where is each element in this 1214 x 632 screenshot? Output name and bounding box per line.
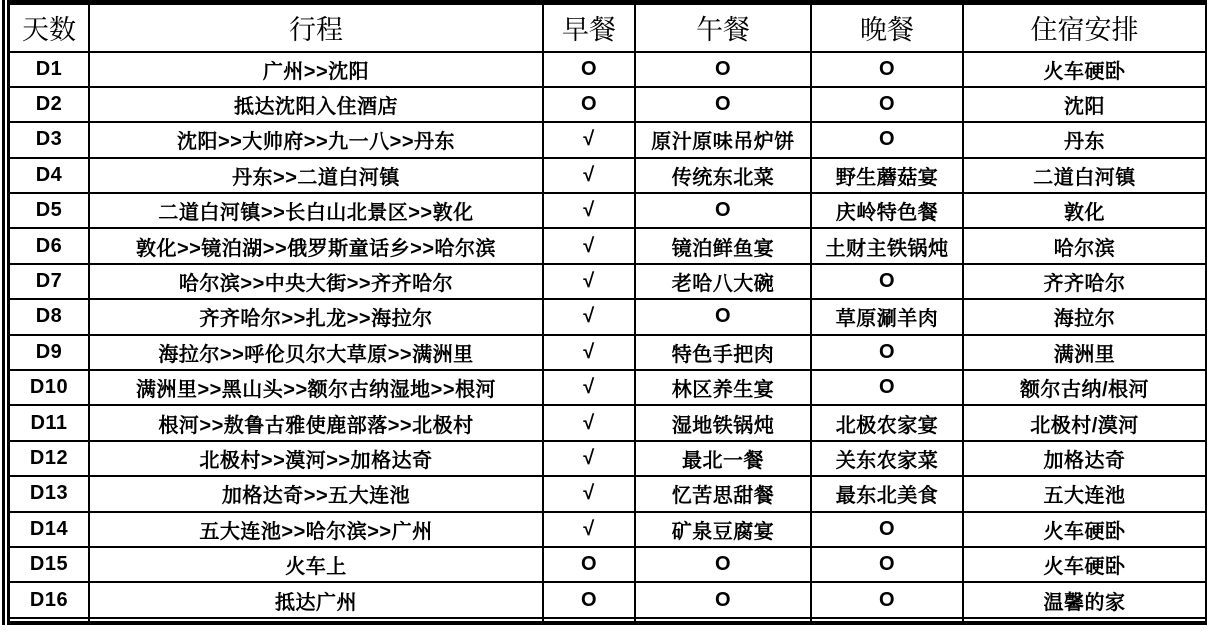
table-header-row — [6, 3, 1206, 52]
cell-dinner: 关东农家菜 — [811, 441, 963, 476]
cell-itinerary: 广州>>沈阳 — [89, 52, 543, 87]
cell-lodging: 齐齐哈尔 — [963, 264, 1206, 299]
cell-lunch: 最北一餐 — [635, 441, 811, 476]
cell-itinerary: 五大连池>>哈尔滨>>广州 — [89, 512, 543, 547]
cell-itinerary: 抵达广州 — [89, 582, 543, 617]
cell-lunch: O — [635, 87, 811, 122]
table-row — [6, 193, 1206, 228]
table-row — [6, 122, 1206, 157]
cell-lunch: 林区养生宴 — [635, 370, 811, 405]
cell-day: D13 — [6, 476, 89, 511]
itinerary-table-body — [6, 52, 1206, 618]
cell-day: D9 — [6, 335, 89, 370]
cell-lodging: 加格达奇 — [963, 441, 1206, 476]
cell-lodging: 丹东 — [963, 122, 1206, 157]
cell-lodging: 沈阳 — [963, 87, 1206, 122]
header-cell-dinner: 晚餐 — [811, 3, 963, 52]
cell-breakfast: √ — [543, 405, 635, 440]
table-row — [6, 476, 1206, 511]
cell-dinner: O — [811, 52, 963, 87]
cell-breakfast: O — [543, 87, 635, 122]
cell-day: D2 — [6, 87, 89, 122]
cell-dinner: 北极农家宴 — [811, 405, 963, 440]
cell-lodging: 满洲里 — [963, 335, 1206, 370]
cell-empty — [543, 618, 635, 623]
cell-lodging: 哈尔滨 — [963, 228, 1206, 263]
cell-day: D14 — [6, 512, 89, 547]
cell-day: D15 — [6, 547, 89, 582]
cell-dinner: 最东北美食 — [811, 476, 963, 511]
cell-itinerary: 丹东>>二道白河镇 — [89, 158, 543, 193]
cell-breakfast: √ — [543, 370, 635, 405]
cell-dinner: O — [811, 582, 963, 617]
table-row — [6, 52, 1206, 87]
cell-day: D7 — [6, 264, 89, 299]
cell-dinner: 野生蘑菇宴 — [811, 158, 963, 193]
cell-dinner: O — [811, 335, 963, 370]
table-row — [6, 405, 1206, 440]
cell-dinner: 庆岭特色餐 — [811, 193, 963, 228]
cell-breakfast: √ — [543, 193, 635, 228]
partial-cutoff-row — [6, 618, 1206, 623]
table-row — [6, 158, 1206, 193]
cell-dinner: 草原涮羊肉 — [811, 299, 963, 334]
cell-day: D4 — [6, 158, 89, 193]
cell-day: D3 — [6, 122, 89, 157]
itinerary-table — [2, 0, 1207, 625]
cell-lunch: O — [635, 547, 811, 582]
cell-day: D10 — [6, 370, 89, 405]
table-row — [6, 299, 1206, 334]
header-cell-breakfast: 早餐 — [543, 3, 635, 52]
cell-empty — [963, 618, 1206, 623]
table-row — [6, 335, 1206, 370]
cell-lodging: 火车硬卧 — [963, 52, 1206, 87]
header-cell-itinerary: 行程 — [89, 3, 543, 52]
cell-day: D16 — [6, 582, 89, 617]
cell-lodging: 敦化 — [963, 193, 1206, 228]
cell-day: D12 — [6, 441, 89, 476]
cell-itinerary: 根河>>敖鲁古雅使鹿部落>>北极村 — [89, 405, 543, 440]
cell-itinerary: 加格达奇>>五大连池 — [89, 476, 543, 511]
header-cell-lunch: 午餐 — [635, 3, 811, 52]
table-row — [6, 582, 1206, 617]
cell-itinerary: 哈尔滨>>中央大街>>齐齐哈尔 — [89, 264, 543, 299]
cell-lodging: 海拉尔 — [963, 299, 1206, 334]
cell-dinner: O — [811, 547, 963, 582]
table-row — [6, 264, 1206, 299]
cell-lodging: 额尔古纳/根河 — [963, 370, 1206, 405]
header-cell-days: 天数 — [6, 3, 89, 52]
cell-lodging: 火车硬卧 — [963, 512, 1206, 547]
table-row — [6, 228, 1206, 263]
cell-day: D8 — [6, 299, 89, 334]
cell-breakfast: √ — [543, 264, 635, 299]
cell-breakfast: √ — [543, 512, 635, 547]
cell-lunch: 老哈八大碗 — [635, 264, 811, 299]
cell-itinerary: 敦化>>镜泊湖>>俄罗斯童话乡>>哈尔滨 — [89, 228, 543, 263]
cell-itinerary: 北极村>>漠河>>加格达奇 — [89, 441, 543, 476]
cell-dinner: O — [811, 87, 963, 122]
table-row — [6, 370, 1206, 405]
cell-itinerary: 沈阳>>大帅府>>九一八>>丹东 — [89, 122, 543, 157]
cell-lunch: O — [635, 582, 811, 617]
cell-breakfast: √ — [543, 476, 635, 511]
cell-day: D5 — [6, 193, 89, 228]
cell-itinerary: 齐齐哈尔>>扎龙>>海拉尔 — [89, 299, 543, 334]
table-row — [6, 512, 1206, 547]
cell-lodging: 温馨的家 — [963, 582, 1206, 617]
cell-lunch: O — [635, 193, 811, 228]
cell-lunch: 矿泉豆腐宴 — [635, 512, 811, 547]
cell-dinner: O — [811, 512, 963, 547]
cell-empty — [635, 618, 811, 623]
header-cell-lodging: 住宿安排 — [963, 3, 1206, 52]
cell-itinerary: 海拉尔>>呼伦贝尔大草原>>满洲里 — [89, 335, 543, 370]
cell-day: D1 — [6, 52, 89, 87]
cell-lodging: 火车硬卧 — [963, 547, 1206, 582]
table-row — [6, 87, 1206, 122]
cell-dinner: 土财主铁锅炖 — [811, 228, 963, 263]
table-row — [6, 547, 1206, 582]
cell-lunch: 特色手把肉 — [635, 335, 811, 370]
cell-lodging: 北极村/漠河 — [963, 405, 1206, 440]
cell-breakfast: O — [543, 582, 635, 617]
cell-dinner: O — [811, 264, 963, 299]
cell-lunch: 忆苦思甜餐 — [635, 476, 811, 511]
cell-lodging: 二道白河镇 — [963, 158, 1206, 193]
cell-breakfast: √ — [543, 299, 635, 334]
cell-lunch: O — [635, 52, 811, 87]
cell-dinner: O — [811, 122, 963, 157]
cell-itinerary: 抵达沈阳入住酒店 — [89, 87, 543, 122]
cell-empty — [6, 618, 89, 623]
cell-breakfast: O — [543, 52, 635, 87]
cell-breakfast: √ — [543, 158, 635, 193]
cell-lunch: 传统东北菜 — [635, 158, 811, 193]
cell-breakfast: √ — [543, 441, 635, 476]
cell-dinner: O — [811, 370, 963, 405]
cell-empty — [89, 618, 543, 623]
cell-breakfast: √ — [543, 122, 635, 157]
cell-lunch: O — [635, 299, 811, 334]
cell-breakfast: O — [543, 547, 635, 582]
cell-breakfast: √ — [543, 335, 635, 370]
cell-lunch: 原汁原味吊炉饼 — [635, 122, 811, 157]
cell-itinerary: 满洲里>>黑山头>>额尔古纳湿地>>根河 — [89, 370, 543, 405]
cell-empty — [811, 618, 963, 623]
cell-itinerary: 二道白河镇>>长白山北景区>>敦化 — [89, 193, 543, 228]
cell-day: D6 — [6, 228, 89, 263]
cell-lunch: 湿地铁锅炖 — [635, 405, 811, 440]
cell-itinerary: 火车上 — [89, 547, 543, 582]
cell-breakfast: √ — [543, 228, 635, 263]
cell-lunch: 镜泊鲜鱼宴 — [635, 228, 811, 263]
cell-day: D11 — [6, 405, 89, 440]
table-row — [6, 441, 1206, 476]
cell-lodging: 五大连池 — [963, 476, 1206, 511]
